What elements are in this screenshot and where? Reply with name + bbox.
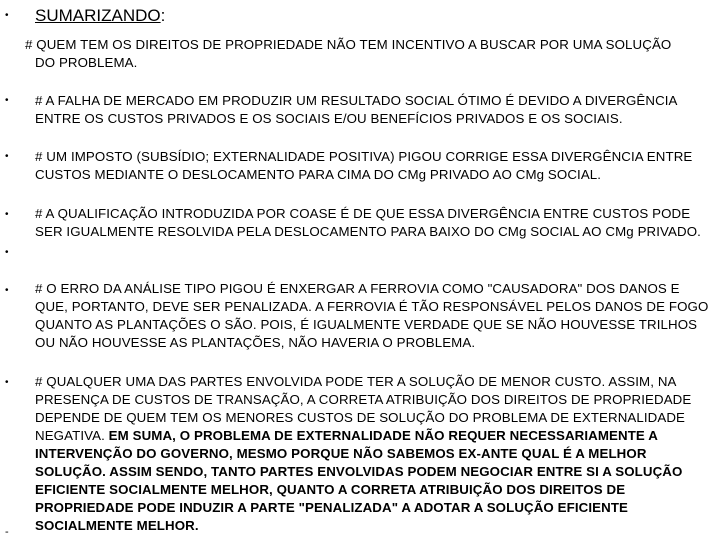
bullet: • (5, 285, 9, 296)
bullet: • (5, 95, 9, 106)
intro-line-2: DO PROBLEMA. (35, 55, 138, 70)
list-item: # A QUALIFICAÇÃO INTRODUZIDA POR COASE É DE QUE ESSA DIVERGÊNCIA ENTRE CUSTOS PODE SER IGUALMENTE RESOLVIDA PELA DESLOCAMENTO PARA BAIXO DO CMg SOCIAL AO CMg PRIVADO. (35, 206, 701, 239)
intro-line-1: # QUEM TEM OS DIREITOS DE PROPRIEDADE NÃO TEM INCENTIVO A BUSCAR POR UMA SOLUÇÃO (25, 37, 672, 52)
list-item: # UM IMPOSTO (SUBSÍDIO; EXTERNALIDADE POSITIVA) PIGOU CORRIGE ESSA DIVERGÊNCIA ENTRE CUSTOS MEDIANTE O DESLOCAMENTO PARA CIMA DO CMg PRIVADO AO CMg SOCIAL. (35, 149, 693, 182)
list-item (35, 373, 715, 535)
list-item-text: # QUALQUER UMA DAS PARTES ENVOLVIDA PODE TER A SOLUÇÃO DE MENOR CUSTO. ASSIM, NA PRESENÇA DE CUSTOS DE TRANSAÇÃO, A CORRETA ATRIBUIÇÃO DOS DIREITOS DE PROPRIEDADE DEPENDE DE QUEM TEM OS MENORES CUSTOS DE SOLUÇÃO DO PROBLEMA DE EXTERNALIDADE NEGATIVA. (35, 374, 692, 443)
bullet: • (5, 10, 9, 21)
bullet: • (5, 247, 9, 258)
list-item-bold-text: EM SUMA, O PROBLEMA DE EXTERNALIDADE NÃO REQUER NECESSARIAMENTE A INTERVENÇÃO DO GOVERNO, MESMO PORQUE NÃO SABEMOS EX-ANTE QUAL É A MELHOR SOLUÇÃO. ASSIM SENDO, TANTO PARTES ENVOLVIDAS PODEM NEGOCIAR ENTRE SI A SOLUÇÃO EFICIENTE SOCIALMENTE MELHOR, QUANTO A CORRETA ATRIBUIÇÃO DOS DIREITOS DE PROPRIEDADE PODE INDUZIR A PARTE "PENALIZADA" A ADOTAR A SOLUÇÃO EFICIENTE SOCIALMENTE MELHOR. (35, 428, 683, 533)
title-heading: SUMARIZANDO (35, 6, 161, 25)
list-item: # O ERRO DA ANÁLISE TIPO PIGOU É ENXERGAR A FERROVIA COMO "CAUSADORA" DOS DANOS E QUE, PORTANTO, DEVE SER PENALIZADA. A FERROVIA É TÃO RESPONSÁVEL PELOS DANOS DE FOGO QUANTO AS PLANTAÇÕES O SÃO. POIS, É IGUALMENTE VERDADE QUE SE NÃO HOUVESSE TRILHOS OU NÃO HOUVESSE AS PLANTAÇÕES, NÃO HAVERIA O PROBLEMA. (35, 281, 709, 350)
intro-paragraph (25, 36, 715, 72)
bullet: • (5, 151, 9, 162)
page-title (35, 6, 165, 26)
list-item: # A FALHA DE MERCADO EM PRODUZIR UM RESULTADO SOCIAL ÓTIMO É DEVIDO A DIVERGÊNCIA ENTRE OS CUSTOS PRIVADOS E OS SOCIAIS E/OU BENEFÍCIOS PRIVADOS E OS SOCIAIS. (35, 93, 677, 126)
trailing-mark: - (5, 526, 9, 538)
bullet: • (5, 377, 9, 388)
title-colon: : (160, 6, 166, 25)
bullet: • (5, 209, 9, 220)
